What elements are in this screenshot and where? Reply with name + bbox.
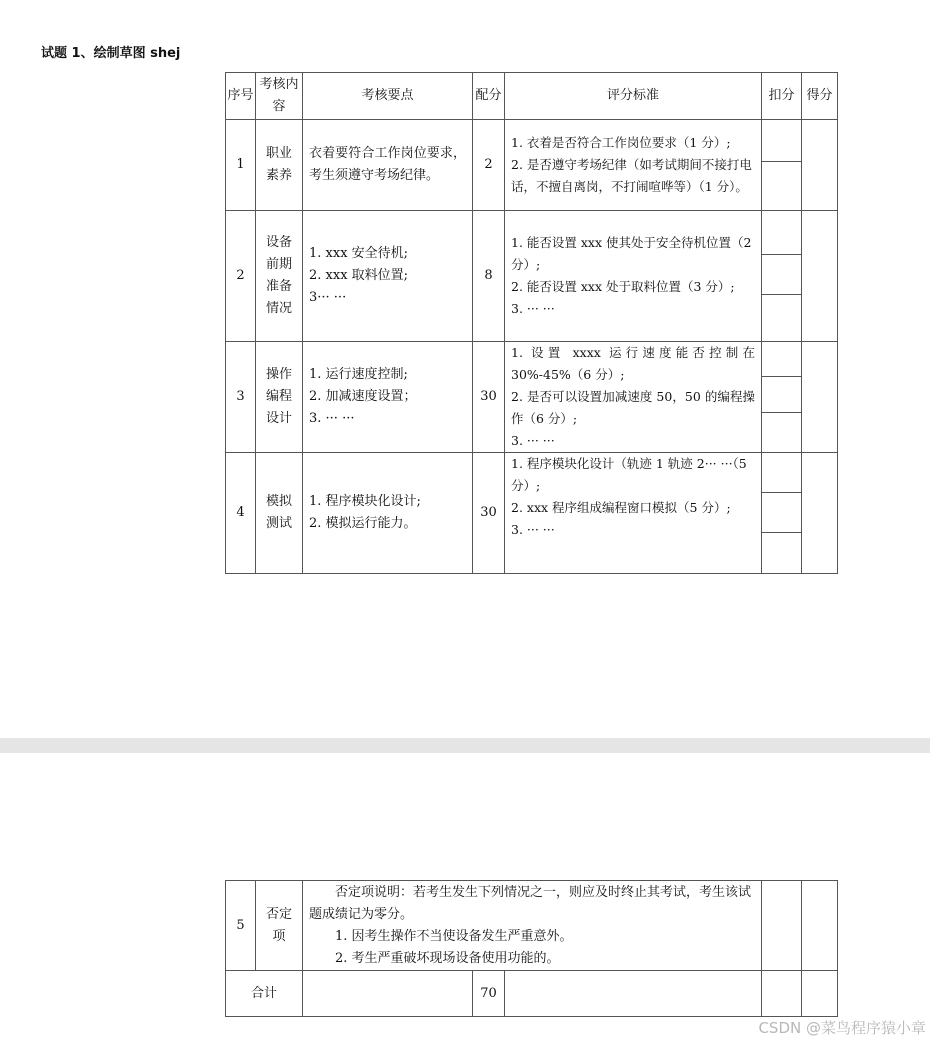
deduct-cell (762, 342, 802, 453)
row-criteria (505, 453, 762, 574)
page-title: 试题 1、绘制草图 shej (41, 46, 181, 61)
row-content: 设备前期准备情况 (256, 211, 303, 342)
point-item: 1. 程序模块化设计; (309, 494, 421, 509)
row-no: 3 (226, 342, 256, 453)
header-deduct: 扣分 (762, 73, 802, 120)
criteria-item: 1. 能否设置 xxx 使其处于安全待机位置（2 分）; (511, 235, 752, 272)
deduct-subcell (762, 493, 801, 533)
deduct-cell (762, 211, 802, 342)
point-item: 衣着要符合工作岗位要求，考生须遵守考场纪律。 (309, 146, 466, 183)
veto-intro: 否定项说明：若考生发生下列情况之一，则应及时终止其考试，考生该试题成绩记为零分。 (309, 884, 752, 922)
point-item: 1. 运行速度控制; (309, 367, 408, 382)
row-criteria (505, 342, 762, 453)
table-row (226, 211, 838, 342)
veto-item: 1. 因考生操作不当使设备发生严重意外。 (335, 928, 573, 944)
header-got: 得分 (802, 73, 838, 120)
deduct-subcell (762, 162, 801, 210)
scoring-table (225, 72, 838, 574)
row-score: 30 (473, 342, 505, 453)
row-no: 2 (226, 211, 256, 342)
point-item: 2. xxx 取料位置; (309, 268, 409, 283)
header-points: 考核要点 (303, 73, 473, 120)
got-cell (802, 120, 838, 211)
header-content: 考核内容 (256, 73, 303, 120)
got-cell (802, 881, 838, 971)
point-item: 2. 加减速度设置； (309, 389, 417, 404)
total-row (226, 971, 838, 1017)
row-points (303, 342, 473, 453)
row-criteria (505, 120, 762, 211)
got-cell (802, 453, 838, 574)
deduct-subcell (762, 255, 801, 295)
header-criteria: 评分标准 (505, 73, 762, 120)
page-break-band (0, 738, 930, 753)
criteria-item: 3. ··· ··· (511, 433, 555, 448)
criteria-item: 1. 设置 xxxx 运行速度能否控制在 30%-45%（6 分）; (511, 345, 755, 382)
row-content: 操作编程设计 (256, 342, 303, 453)
veto-item: 2. 考生严重破坏现场设备使用功能的。 (335, 950, 560, 966)
point-item: 1. xxx 安全待机; (309, 246, 409, 261)
row-no: 5 (226, 881, 256, 971)
total-points-cell (303, 971, 473, 1017)
watermark: CSDN @菜鸟程序猿小章 (758, 1019, 926, 1037)
deduct-subcell (762, 377, 801, 413)
criteria-item: 2. 是否可以设置加减速度 50，50 的编程操作（6 分）; (511, 389, 755, 426)
deduct-subcell (762, 342, 801, 377)
deduct-cell (762, 881, 802, 971)
criteria-item: 2. 是否遵守考场纪律（如考试期间不接打电话，不擅自离岗，不打闹喧哗等）（1 分）。 (511, 157, 752, 194)
deduct-subcell (762, 533, 801, 573)
table-row (226, 342, 838, 453)
got-cell (802, 211, 838, 342)
row-content: 模拟测试 (256, 453, 303, 574)
total-label: 合计 (226, 971, 303, 1017)
deduct-cell (762, 120, 802, 211)
deduct-cell (762, 453, 802, 574)
table-row (226, 120, 838, 211)
table-header-row (226, 73, 838, 120)
total-score: 70 (473, 971, 505, 1017)
scoring-table-continued (225, 880, 838, 1017)
got-cell (802, 342, 838, 453)
row-points (303, 120, 473, 211)
deduct-subcell (762, 413, 801, 452)
header-score: 配分 (473, 73, 505, 120)
row-points (303, 453, 473, 574)
criteria-item: 3. ··· ··· (511, 522, 555, 537)
criteria-item: 1. 衣着是否符合工作岗位要求（1 分）; (511, 135, 731, 150)
deduct-subcell (762, 453, 801, 493)
deduct-subcell (762, 211, 801, 255)
criteria-item: 1. 程序模块化设计（轨迹 1 轨迹 2··· ···（5 分）; (511, 456, 747, 493)
row-criteria (505, 211, 762, 342)
criteria-item: 3. ··· ··· (511, 301, 555, 316)
point-item: 3. ··· ··· (309, 411, 355, 426)
criteria-item: 2. xxx 程序组成编程窗口模拟（5 分）; (511, 500, 731, 515)
row-score: 2 (473, 120, 505, 211)
row-score: 30 (473, 453, 505, 574)
point-item: 3··· ··· (309, 290, 347, 305)
row-no: 1 (226, 120, 256, 211)
point-item: 2. 模拟运行能力。 (309, 516, 417, 531)
veto-description (303, 881, 762, 971)
deduct-subcell (762, 120, 801, 162)
row-content: 否定项 (256, 881, 303, 971)
header-no: 序号 (226, 73, 256, 120)
row-content: 职业素养 (256, 120, 303, 211)
table-row (226, 453, 838, 574)
row-no: 4 (226, 453, 256, 574)
total-criteria-cell (505, 971, 762, 1017)
deduct-cell (762, 971, 802, 1017)
row-score: 8 (473, 211, 505, 342)
row-points (303, 211, 473, 342)
veto-row (226, 881, 838, 971)
got-cell (802, 971, 838, 1017)
deduct-subcell (762, 295, 801, 341)
criteria-item: 2. 能否设置 xxx 处于取料位置（3 分）; (511, 279, 735, 294)
